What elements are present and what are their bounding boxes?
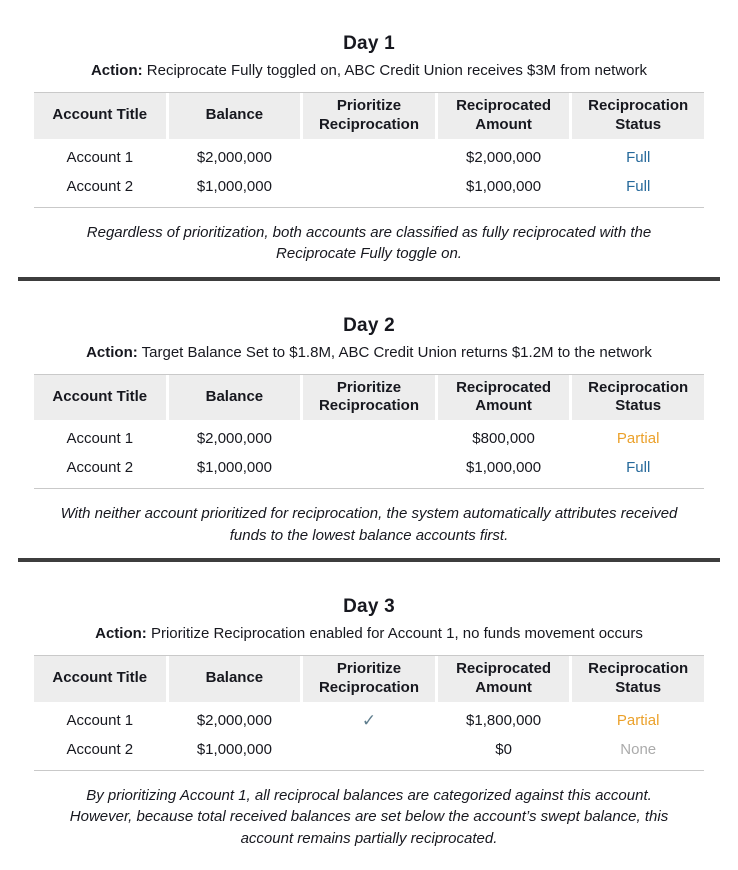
day-2-note: With neither account prioritized for reciprocation, the system automatically attributes received funds to the lowest balance accounts first. (60, 505, 678, 544)
header-cell-prioritize-reciprocation: Prioritize Reciprocation (303, 375, 435, 421)
header-cell-reciprocated-amount: Reciprocated Amount (438, 375, 570, 421)
header-cell-account-title: Account Title (34, 93, 166, 139)
cell-account-title: Account 2 (66, 177, 134, 195)
cell-account-title: Account 2 (66, 459, 134, 476)
day-3-note: By prioritizing Account 1, all reciprocal balances are categorized against this account. However, because total received balances are set below the account’s swept balance, this account remains partially reciprocated. (69, 786, 669, 847)
header-cell-prioritize-reciprocation: Prioritize Reciprocation (303, 93, 435, 139)
cell-reciprocation-status: Partial (616, 711, 660, 729)
cell-account-title: Account 2 (66, 740, 134, 758)
table-row (34, 172, 704, 201)
table-row (34, 453, 704, 482)
day-1-action-line (0, 62, 738, 79)
action-text: Prioritize Reciprocation enabled for Account 1, no funds movement occurs (150, 625, 643, 642)
section-divider (18, 277, 720, 281)
table-row (34, 706, 704, 735)
cell-balance: $1,000,000 (196, 459, 272, 476)
header-cell-balance: Balance (169, 375, 301, 421)
day-3-section (0, 596, 738, 849)
cell-account-title: Account 1 (66, 711, 134, 729)
day-3-reciprocation-table (34, 655, 704, 771)
day-3-title: Day 3 (343, 596, 395, 617)
header-cell-account-title: Account Title (34, 656, 166, 702)
day-2-section (0, 315, 738, 547)
action-label: Action: (86, 343, 138, 361)
cell-account-title: Account 1 (66, 430, 134, 447)
table-row (34, 424, 704, 453)
table-row (34, 143, 704, 172)
day-2-title: Day 2 (343, 314, 395, 336)
cell-reciprocation-status: Full (626, 459, 651, 476)
cell-reciprocated-amount: $2,000,000 (466, 148, 542, 166)
header-cell-balance: Balance (169, 656, 301, 702)
cell-balance: $2,000,000 (196, 430, 272, 447)
action-label: Action: (90, 62, 143, 79)
day-1-section (0, 33, 738, 265)
table-header-row (34, 656, 704, 702)
day-1-title: Day 1 (343, 33, 395, 54)
cell-reciprocated-amount: $1,000,000 (466, 177, 542, 195)
action-label: Action: (95, 625, 147, 642)
table-body (34, 702, 704, 770)
header-cell-reciprocation-status: Reciprocation Status (572, 375, 704, 421)
header-cell-reciprocation-status: Reciprocation Status (572, 656, 704, 702)
cell-balance: $1,000,000 (196, 177, 272, 195)
day-2-action-line (0, 344, 738, 361)
cell-account-title: Account 1 (66, 148, 134, 166)
header-cell-account-title: Account Title (34, 375, 166, 421)
table-header-row (34, 93, 704, 139)
day-3-action-line (0, 625, 738, 642)
cell-reciprocation-status: Full (626, 177, 651, 195)
header-cell-prioritize-reciprocation: Prioritize Reciprocation (303, 656, 435, 702)
cell-reciprocated-amount: $800,000 (472, 430, 535, 447)
cell-reciprocated-amount: $1,000,000 (466, 459, 542, 476)
cell-reciprocated-amount: $1,800,000 (466, 711, 542, 729)
cell-balance: $1,000,000 (196, 740, 272, 758)
cell-reciprocation-status: Partial (616, 430, 660, 447)
action-text: Target Balance Set to $1.8M, ABC Credit Union returns $1.2M to the network (141, 343, 652, 361)
header-cell-reciprocated-amount: Reciprocated Amount (438, 656, 570, 702)
table-row (34, 735, 704, 764)
header-cell-reciprocated-amount: Reciprocated Amount (438, 93, 570, 139)
checkmark-icon: ✓ (361, 710, 377, 730)
cell-balance: $2,000,000 (196, 148, 272, 166)
cell-balance: $2,000,000 (196, 711, 272, 729)
table-body (34, 420, 704, 488)
header-cell-reciprocation-status: Reciprocation Status (572, 93, 704, 139)
day-1-reciprocation-table (34, 92, 704, 208)
cell-reciprocation-status: None (620, 740, 657, 758)
action-text: Reciprocate Fully toggled on, ABC Credit Union receives $3M from network (146, 62, 648, 79)
cell-reciprocation-status: Full (626, 148, 651, 166)
day-1-note: Regardless of prioritization, both accounts are classified as fully reciprocated with the Reciprocate Fully toggle on. (86, 223, 652, 262)
section-divider (18, 558, 720, 562)
header-cell-balance: Balance (169, 93, 301, 139)
cell-reciprocated-amount: $0 (495, 740, 512, 758)
day-2-reciprocation-table (34, 374, 704, 490)
table-header-row (34, 375, 704, 421)
table-body (34, 139, 704, 207)
